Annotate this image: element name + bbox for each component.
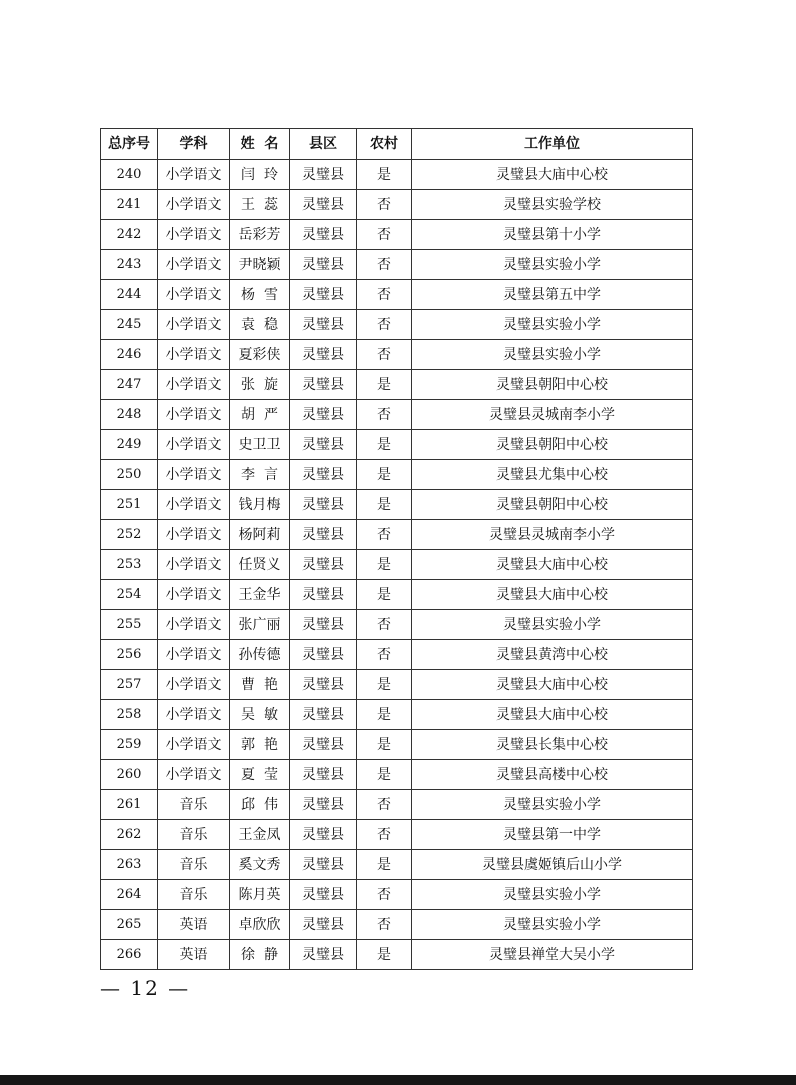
- cell-workplace: 灵璧县大庙中心校: [412, 670, 693, 700]
- header-index: 总序号: [101, 129, 158, 160]
- table-row: [101, 310, 693, 340]
- cell-workplace: 灵璧县实验小学: [412, 340, 693, 370]
- table-row: [101, 490, 693, 520]
- cell-county: 灵璧县: [290, 520, 357, 550]
- cell-subject: 音乐: [158, 850, 230, 880]
- cell-name: 曹 艳: [230, 670, 290, 700]
- cell-rural: 否: [357, 340, 412, 370]
- cell-index: 262: [101, 820, 158, 850]
- cell-subject: 小学语文: [158, 460, 230, 490]
- cell-index: 255: [101, 610, 158, 640]
- cell-rural: 否: [357, 640, 412, 670]
- cell-index: 246: [101, 340, 158, 370]
- cell-rural: 是: [357, 160, 412, 190]
- cell-workplace: 灵璧县实验小学: [412, 310, 693, 340]
- cell-subject: 小学语文: [158, 370, 230, 400]
- cell-county: 灵璧县: [290, 790, 357, 820]
- cell-rural: 否: [357, 310, 412, 340]
- cell-workplace: 灵璧县尤集中心校: [412, 460, 693, 490]
- cell-subject: 小学语文: [158, 190, 230, 220]
- cell-county: 灵璧县: [290, 910, 357, 940]
- cell-subject: 小学语文: [158, 760, 230, 790]
- cell-index: 247: [101, 370, 158, 400]
- cell-workplace: 灵璧县虞姬镇后山小学: [412, 850, 693, 880]
- table-row: [101, 280, 693, 310]
- cell-name: 王 蕊: [230, 190, 290, 220]
- cell-index: 252: [101, 520, 158, 550]
- cell-index: 251: [101, 490, 158, 520]
- cell-name: 胡 严: [230, 400, 290, 430]
- cell-county: 灵璧县: [290, 880, 357, 910]
- cell-subject: 小学语文: [158, 340, 230, 370]
- table-row: [101, 430, 693, 460]
- table-row: [101, 910, 693, 940]
- cell-rural: 否: [357, 820, 412, 850]
- cell-rural: 是: [357, 730, 412, 760]
- cell-index: 254: [101, 580, 158, 610]
- header-workplace: 工作单位: [412, 129, 693, 160]
- cell-workplace: 灵璧县实验小学: [412, 610, 693, 640]
- cell-subject: 小学语文: [158, 160, 230, 190]
- cell-workplace: 灵璧县朝阳中心校: [412, 430, 693, 460]
- cell-index: 256: [101, 640, 158, 670]
- cell-index: 243: [101, 250, 158, 280]
- header-county: 县区: [290, 129, 357, 160]
- cell-name: 尹晓颖: [230, 250, 290, 280]
- cell-workplace: 灵璧县实验小学: [412, 880, 693, 910]
- cell-name: 王金华: [230, 580, 290, 610]
- table-row: [101, 700, 693, 730]
- cell-county: 灵璧县: [290, 430, 357, 460]
- cell-county: 灵璧县: [290, 580, 357, 610]
- cell-subject: 小学语文: [158, 250, 230, 280]
- cell-subject: 音乐: [158, 880, 230, 910]
- cell-name: 孙传德: [230, 640, 290, 670]
- cell-index: 250: [101, 460, 158, 490]
- cell-name: 徐 静: [230, 940, 290, 970]
- cell-workplace: 灵璧县高楼中心校: [412, 760, 693, 790]
- table-row: [101, 880, 693, 910]
- cell-rural: 是: [357, 940, 412, 970]
- cell-rural: 否: [357, 910, 412, 940]
- cell-subject: 小学语文: [158, 580, 230, 610]
- cell-workplace: 灵璧县第五中学: [412, 280, 693, 310]
- cell-rural: 否: [357, 610, 412, 640]
- cell-index: 242: [101, 220, 158, 250]
- cell-workplace: 灵璧县朝阳中心校: [412, 490, 693, 520]
- cell-workplace: 灵璧县大庙中心校: [412, 580, 693, 610]
- cell-index: 240: [101, 160, 158, 190]
- cell-workplace: 灵璧县灵城南李小学: [412, 400, 693, 430]
- cell-name: 夏彩侠: [230, 340, 290, 370]
- cell-county: 灵璧县: [290, 820, 357, 850]
- table-row: [101, 790, 693, 820]
- table-row: [101, 640, 693, 670]
- cell-index: 259: [101, 730, 158, 760]
- cell-subject: 英语: [158, 940, 230, 970]
- table-row: [101, 820, 693, 850]
- cell-name: 任贤义: [230, 550, 290, 580]
- cell-subject: 小学语文: [158, 280, 230, 310]
- cell-subject: 小学语文: [158, 640, 230, 670]
- cell-workplace: 灵璧县第十小学: [412, 220, 693, 250]
- table-body: [101, 160, 693, 970]
- table-row: [101, 250, 693, 280]
- cell-workplace: 灵璧县实验小学: [412, 790, 693, 820]
- scan-bottom-edge: [0, 1075, 796, 1085]
- cell-subject: 小学语文: [158, 670, 230, 700]
- cell-name: 奚文秀: [230, 850, 290, 880]
- cell-subject: 小学语文: [158, 700, 230, 730]
- header-rural: 农村: [357, 129, 412, 160]
- cell-name: 陈月英: [230, 880, 290, 910]
- cell-index: 241: [101, 190, 158, 220]
- cell-name: 邱 伟: [230, 790, 290, 820]
- table-row: [101, 580, 693, 610]
- cell-county: 灵璧县: [290, 250, 357, 280]
- cell-county: 灵璧县: [290, 670, 357, 700]
- cell-index: 260: [101, 760, 158, 790]
- cell-rural: 否: [357, 190, 412, 220]
- cell-county: 灵璧县: [290, 340, 357, 370]
- cell-county: 灵璧县: [290, 490, 357, 520]
- table-row: [101, 550, 693, 580]
- cell-name: 夏 莹: [230, 760, 290, 790]
- cell-subject: 小学语文: [158, 610, 230, 640]
- cell-subject: 小学语文: [158, 550, 230, 580]
- cell-subject: 小学语文: [158, 310, 230, 340]
- cell-name: 杨阿莉: [230, 520, 290, 550]
- cell-county: 灵璧县: [290, 400, 357, 430]
- cell-subject: 小学语文: [158, 520, 230, 550]
- cell-index: 263: [101, 850, 158, 880]
- cell-workplace: 灵璧县实验小学: [412, 910, 693, 940]
- table-row: [101, 160, 693, 190]
- table-row: [101, 400, 693, 430]
- cell-rural: 否: [357, 400, 412, 430]
- cell-county: 灵璧县: [290, 610, 357, 640]
- cell-workplace: 灵璧县第一中学: [412, 820, 693, 850]
- cell-rural: 否: [357, 280, 412, 310]
- cell-workplace: 灵璧县大庙中心校: [412, 160, 693, 190]
- cell-rural: 否: [357, 220, 412, 250]
- table-row: [101, 220, 693, 250]
- cell-index: 248: [101, 400, 158, 430]
- cell-subject: 小学语文: [158, 490, 230, 520]
- table-row: [101, 850, 693, 880]
- table-row: [101, 760, 693, 790]
- cell-workplace: 灵璧县禅堂大吴小学: [412, 940, 693, 970]
- cell-rural: 是: [357, 550, 412, 580]
- cell-index: 249: [101, 430, 158, 460]
- cell-name: 岳彩芳: [230, 220, 290, 250]
- cell-rural: 否: [357, 250, 412, 280]
- cell-name: 卓欣欣: [230, 910, 290, 940]
- cell-index: 245: [101, 310, 158, 340]
- cell-name: 王金凤: [230, 820, 290, 850]
- cell-rural: 是: [357, 580, 412, 610]
- cell-subject: 小学语文: [158, 730, 230, 760]
- cell-subject: 音乐: [158, 820, 230, 850]
- cell-subject: 小学语文: [158, 400, 230, 430]
- cell-county: 灵璧县: [290, 190, 357, 220]
- cell-county: 灵璧县: [290, 160, 357, 190]
- cell-workplace: 灵璧县长集中心校: [412, 730, 693, 760]
- cell-county: 灵璧县: [290, 280, 357, 310]
- header-name: 姓 名: [230, 129, 290, 160]
- cell-name: 张广丽: [230, 610, 290, 640]
- cell-workplace: 灵璧县大庙中心校: [412, 550, 693, 580]
- cell-subject: 英语: [158, 910, 230, 940]
- table-row: [101, 190, 693, 220]
- cell-name: 郭 艳: [230, 730, 290, 760]
- cell-name: 袁 稳: [230, 310, 290, 340]
- cell-index: 244: [101, 280, 158, 310]
- cell-county: 灵璧县: [290, 220, 357, 250]
- cell-county: 灵璧县: [290, 700, 357, 730]
- cell-rural: 是: [357, 670, 412, 700]
- cell-workplace: 灵璧县实验学校: [412, 190, 693, 220]
- cell-index: 253: [101, 550, 158, 580]
- cell-subject: 小学语文: [158, 220, 230, 250]
- cell-workplace: 灵璧县朝阳中心校: [412, 370, 693, 400]
- cell-name: 吴 敏: [230, 700, 290, 730]
- cell-county: 灵璧县: [290, 730, 357, 760]
- cell-workplace: 灵璧县大庙中心校: [412, 700, 693, 730]
- cell-county: 灵璧县: [290, 850, 357, 880]
- table-header-row: [101, 129, 693, 160]
- cell-workplace: 灵璧县实验小学: [412, 250, 693, 280]
- cell-rural: 是: [357, 430, 412, 460]
- header-subject: 学科: [158, 129, 230, 160]
- teacher-roster-table-container: [100, 128, 692, 970]
- cell-rural: 是: [357, 460, 412, 490]
- cell-rural: 否: [357, 880, 412, 910]
- cell-name: 张 旋: [230, 370, 290, 400]
- teacher-roster-table: [100, 128, 693, 970]
- cell-rural: 是: [357, 370, 412, 400]
- cell-rural: 是: [357, 490, 412, 520]
- table-row: [101, 520, 693, 550]
- table-row: [101, 370, 693, 400]
- cell-name: 钱月梅: [230, 490, 290, 520]
- table-row: [101, 460, 693, 490]
- cell-name: 闫 玲: [230, 160, 290, 190]
- table-row: [101, 940, 693, 970]
- cell-county: 灵璧县: [290, 550, 357, 580]
- page-number: — 12 —: [100, 976, 191, 1000]
- cell-index: 264: [101, 880, 158, 910]
- cell-county: 灵璧县: [290, 940, 357, 970]
- cell-rural: 是: [357, 850, 412, 880]
- cell-name: 杨 雪: [230, 280, 290, 310]
- cell-name: 史卫卫: [230, 430, 290, 460]
- table-row: [101, 340, 693, 370]
- table-row: [101, 610, 693, 640]
- cell-name: 李 言: [230, 460, 290, 490]
- cell-index: 261: [101, 790, 158, 820]
- cell-index: 257: [101, 670, 158, 700]
- table-row: [101, 730, 693, 760]
- cell-county: 灵璧县: [290, 460, 357, 490]
- cell-rural: 是: [357, 700, 412, 730]
- cell-county: 灵璧县: [290, 370, 357, 400]
- cell-subject: 小学语文: [158, 430, 230, 460]
- cell-index: 258: [101, 700, 158, 730]
- cell-workplace: 灵璧县黄湾中心校: [412, 640, 693, 670]
- cell-workplace: 灵璧县灵城南李小学: [412, 520, 693, 550]
- cell-subject: 音乐: [158, 790, 230, 820]
- cell-county: 灵璧县: [290, 760, 357, 790]
- cell-index: 266: [101, 940, 158, 970]
- cell-rural: 否: [357, 520, 412, 550]
- cell-rural: 否: [357, 790, 412, 820]
- cell-county: 灵璧县: [290, 640, 357, 670]
- cell-county: 灵璧县: [290, 310, 357, 340]
- cell-rural: 是: [357, 760, 412, 790]
- cell-index: 265: [101, 910, 158, 940]
- table-row: [101, 670, 693, 700]
